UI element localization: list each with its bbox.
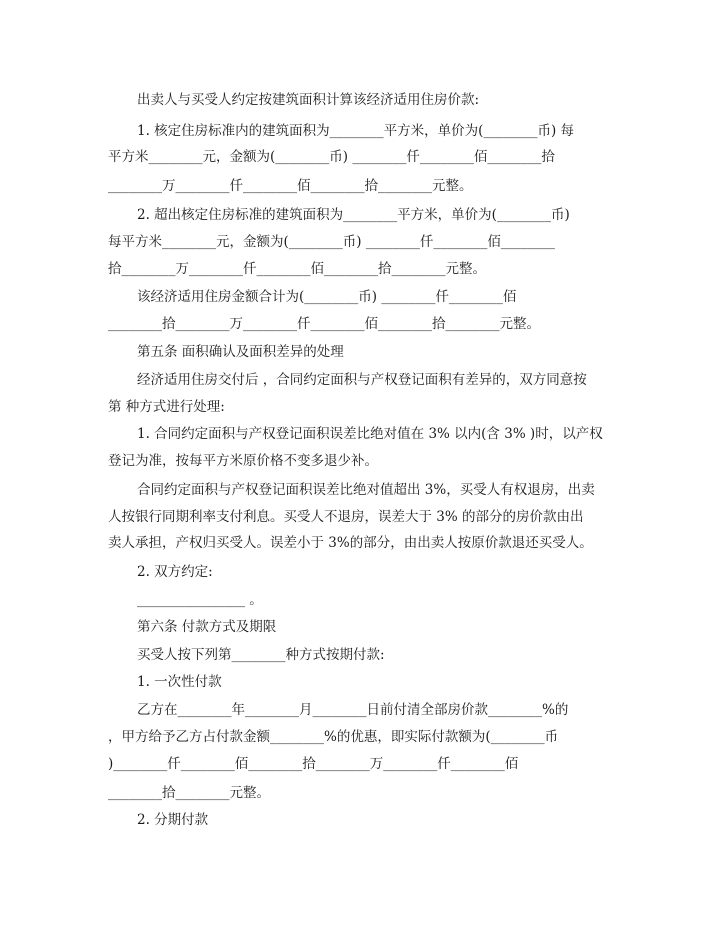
- paragraph-line: 经济适用住房交付后 ，合同约定面积与产权登记面积有差异的，双方同意按: [137, 372, 587, 388]
- paragraph-line: 平方米________元，金额为(________币) ________仟________佰________拾: [108, 149, 555, 165]
- paragraph-line: 乙方在________年________月________日前付清全部房价款________%的: [137, 702, 569, 718]
- paragraph-line: 1. 一次性付款: [137, 674, 222, 690]
- paragraph-line: ________拾________元整。: [108, 785, 270, 801]
- paragraph-line: 卖人承担，产权归买受人。误差小于 3%的部分，由出卖人按原价款退还买受人。: [108, 535, 593, 551]
- paragraph-line: 登记为准，按每平方米原价格不变多退少补。: [108, 453, 378, 469]
- paragraph-line: 出卖人与买受人约定按建筑面积计算该经济适用住房价款:: [137, 92, 480, 108]
- paragraph-line: 2. 双方约定:: [137, 564, 213, 580]
- paragraph-line: )________仟________佰________拾________万________仟________佰: [108, 756, 519, 772]
- paragraph-line: 每平方米________元，金额为(________币) ________仟________佰________: [108, 234, 555, 250]
- paragraph-line: 拾________万________仟________佰________拾________元整。: [108, 261, 486, 277]
- paragraph-line: ________万________仟________佰________拾________元整。: [108, 178, 473, 194]
- section-heading: 第六条 付款方式及期限: [137, 619, 277, 635]
- paragraph-line: 2. 分期付款: [137, 812, 209, 828]
- paragraph-line: 买受人按下列第________种方式按期付款:: [137, 647, 385, 663]
- paragraph-line: 人按银行同期利率支付利息。买受人不退房，误差大于 3% 的部分的房价款由出: [108, 509, 584, 525]
- paragraph-line: 1. 核定住房标准内的建筑面积为________平方米，单价为(________币) 每: [137, 123, 574, 139]
- paragraph-line: ________拾________万________仟________佰________拾________元整。: [108, 316, 540, 332]
- blank-line: ________________ 。: [137, 592, 263, 608]
- paragraph-line: 合同约定面积与产权登记面积误差比绝对值超出 3%，买受人有权退房，出卖: [137, 482, 595, 498]
- paragraph-line: 第 种方式进行处理:: [108, 399, 225, 415]
- section-heading: 第五条 面积确认及面积差异的处理: [137, 344, 344, 360]
- paragraph-line: 2. 超出核定住房标准的建筑面积为________平方米，单价为(________币): [137, 207, 570, 223]
- paragraph-line: 该经济适用住房金额合计为(________币) ________仟________佰: [137, 289, 517, 305]
- paragraph-line: ，甲方给予乙方占付款金额________%的优惠，即实际付款额为(________币: [108, 729, 559, 745]
- paragraph-line: 1. 合同约定面积与产权登记面积误差比绝对值在 3% 以内(含 3% )时，以产权: [137, 426, 603, 442]
